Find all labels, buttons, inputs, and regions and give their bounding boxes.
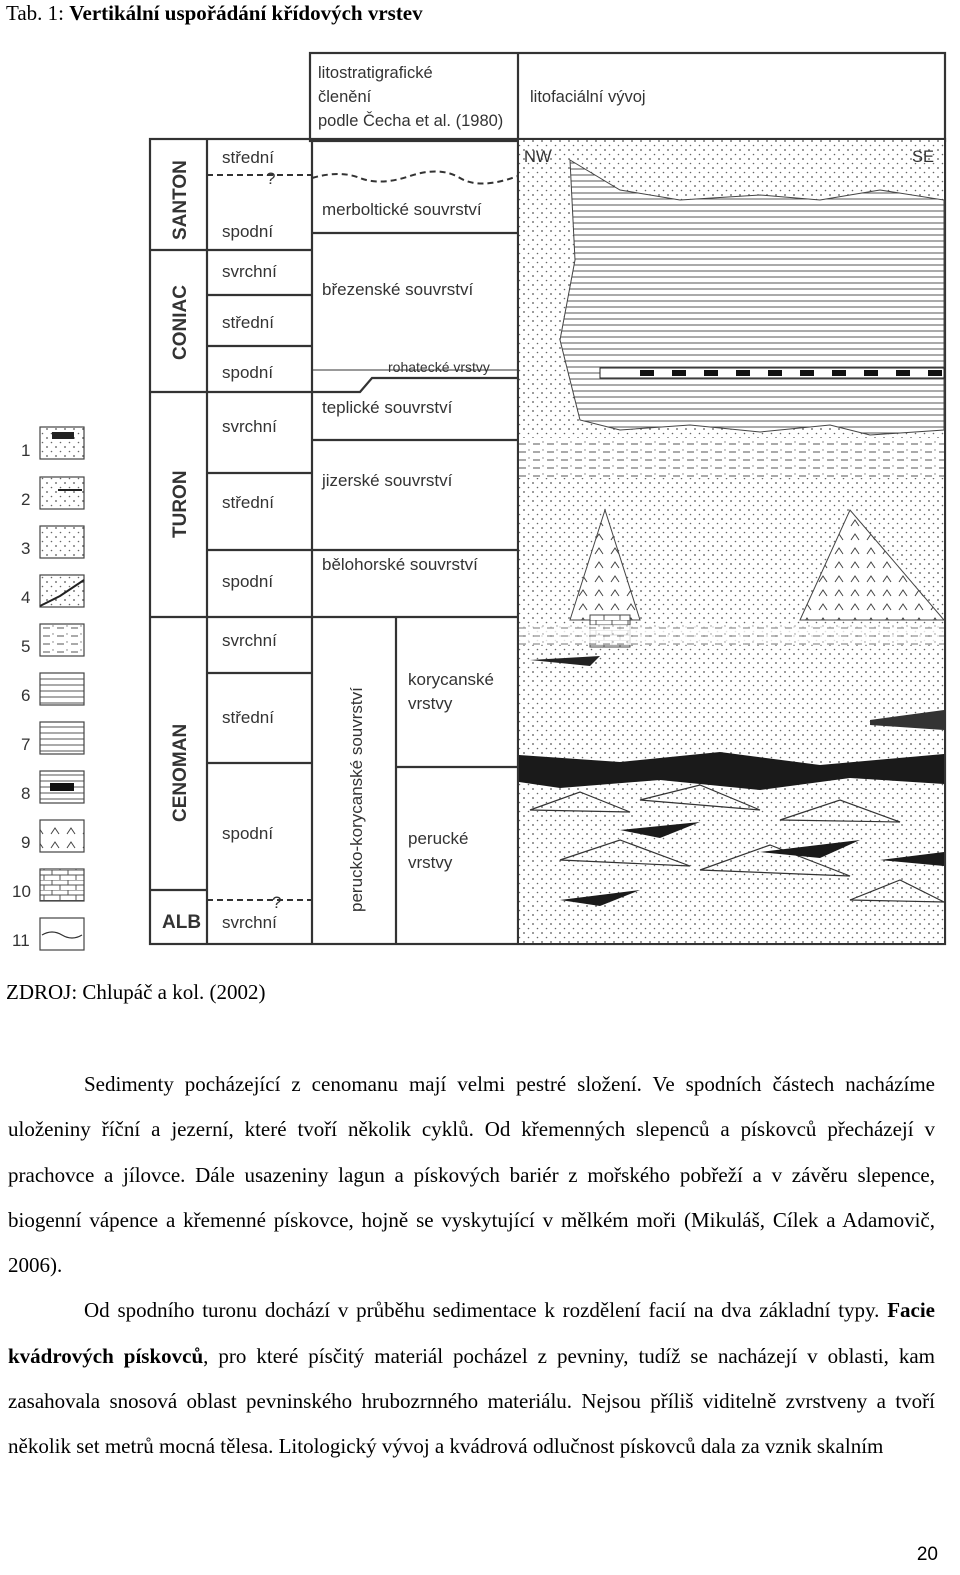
korycanske-line: korycanské [408, 670, 494, 689]
legend [12, 427, 84, 950]
stage-label: ALB [162, 912, 202, 933]
legend-number: 1 [21, 441, 31, 460]
legend-number: 4 [21, 588, 31, 607]
legend-number: 11 [12, 931, 30, 950]
stage-label: SANTON [170, 160, 191, 240]
legend-number: 10 [12, 882, 31, 901]
substage-label: svrchní [222, 417, 277, 436]
stratigraphy-figure [0, 40, 960, 960]
direction-nw: NW [524, 148, 552, 166]
stratigraphy-diagram [0, 40, 960, 960]
table-caption [6, 0, 423, 26]
substage-label: spodní [222, 824, 274, 843]
stage-label: TURON [170, 470, 191, 538]
direction-se: SE [912, 148, 935, 166]
formation-label: rohatecké vrstvy [388, 359, 490, 375]
page-number: 20 [916, 1544, 938, 1565]
substage-label: spodní [222, 363, 274, 382]
substage-label: střední [222, 313, 274, 332]
header-left-line: litostratigrafické [318, 64, 433, 82]
legend-number: 8 [21, 784, 31, 803]
formation-label-vertical: perucko-korycanské souvrství [347, 687, 366, 912]
stage-label: CONIAC [170, 285, 191, 360]
caption-title: Vertikální uspořádání křídových vrstev [69, 1, 423, 25]
figure-source: ZDROJ: Chlupáč a kol. (2002) [6, 980, 266, 1004]
legend-number: 5 [21, 637, 31, 656]
stage-label: CENOMAN [170, 723, 191, 822]
question-mark: ? [266, 169, 276, 188]
formation-label: bělohorské souvrství [322, 555, 478, 574]
paragraph-start: Od spodního turonu dochází v průběhu sedimentace k rozdělení facií na dva základní typy. [84, 1298, 888, 1323]
lithofacies-column [519, 140, 944, 943]
korycanske-line: vrstvy [408, 694, 453, 713]
formation-label: teplické souvrství [322, 398, 453, 417]
substage-label: spodní [222, 222, 274, 241]
paragraph: Sedimenty pocházející z cenomanu mají velmi pestré složení. Ve spodních částech nacházíme uloženiny říční a jezerní, které tvoří několik cyklů. Od křemenných slepenců a pískovců přecházejí v prachovce a jílovce. Dále usazeniny lagun a pískových bariér z mořského pobřeží a v závěru slepence, biogenní vápence a křemenné pískovce, hojně se vyskytující v mělkém moři (Mikuláš, Cílek a Adamovič, 2006). [8, 1072, 935, 1278]
legend-number: 2 [21, 490, 31, 509]
legend-number: 9 [21, 833, 31, 852]
formation-label: březenské souvrství [322, 280, 474, 299]
header-left-line: členění [318, 88, 372, 106]
header-left-line: podle Čecha et al. (1980) [318, 112, 504, 130]
substage-label: střední [222, 148, 274, 167]
legend-number: 3 [21, 539, 31, 558]
substage-label: spodní [222, 572, 274, 591]
header-right: litofaciální vývoj [530, 88, 646, 106]
body-text [8, 1062, 935, 1470]
perucke-line: vrstvy [408, 853, 453, 872]
substage-label: střední [222, 708, 274, 727]
question-mark: ? [272, 893, 282, 912]
formation-label: merboltické souvrství [322, 200, 482, 219]
legend-number: 6 [21, 686, 31, 705]
paragraph [8, 1288, 935, 1469]
substage-label: svrchní [222, 262, 277, 281]
emphasis: Facie kvádrových pískovců [8, 1298, 935, 1368]
legend-number: 7 [21, 735, 31, 754]
caption-prefix: Tab. 1: [6, 1, 70, 25]
paragraph-rest: , pro které písčitý materiál pocházel z pevniny, tudíž se nacházejí v oblasti, kam zasahovala snosová oblast pevninského hrubozrnného materiálu. Nejsou příliš viditelně zvrstveny a tvoří několik set metrů mocná tělesa. Litologický vývoj a kvádrová odlučnost pískovců dala za vznik skalním [8, 1343, 936, 1459]
substage-label: střední [222, 493, 274, 512]
perucke-line: perucké [408, 829, 469, 848]
substage-label: svrchní [222, 913, 277, 932]
substage-label: svrchní [222, 631, 277, 650]
formation-label: jizerské souvrství [322, 471, 453, 490]
